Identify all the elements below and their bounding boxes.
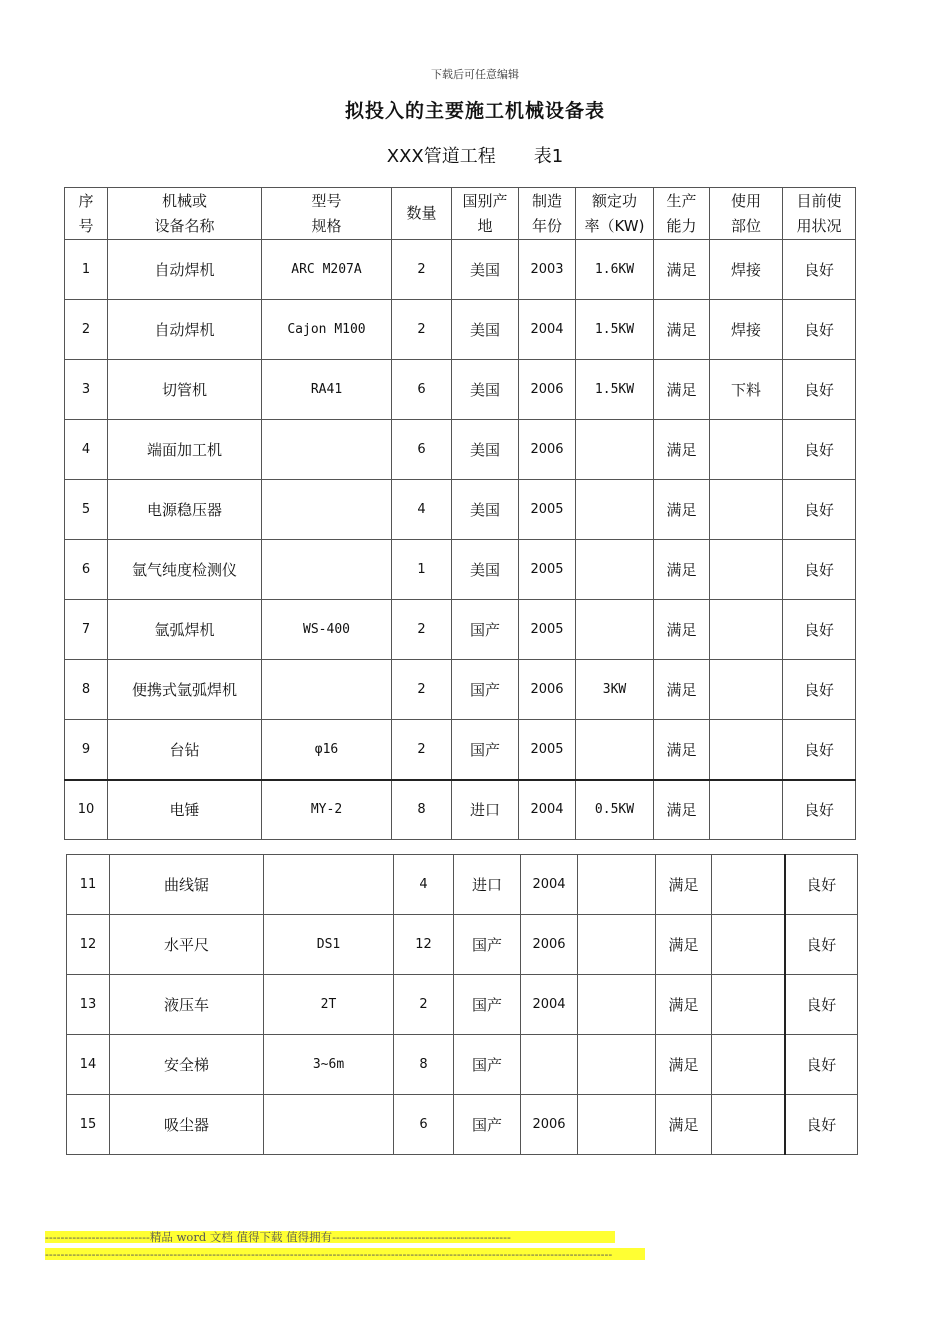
cell-year: 2005: [519, 480, 576, 540]
cell-model: [264, 855, 394, 915]
equipment-table-part-1: [64, 187, 856, 840]
column-header-power: [576, 188, 654, 240]
document-subtitle: [0, 142, 950, 168]
table-number: 表1: [533, 146, 564, 167]
cell-condition: 良好: [783, 360, 856, 420]
cell-year: 2004: [519, 780, 576, 840]
cell-power: [576, 720, 654, 780]
cell-origin: 国产: [454, 915, 521, 975]
cell-model: ARC M207A: [262, 240, 392, 300]
cell-model: Cajon M100: [262, 300, 392, 360]
cell-year: 2004: [521, 975, 578, 1035]
cell-model: MY-2: [262, 780, 392, 840]
cell-index: 15: [67, 1095, 110, 1155]
cell-name: 吸尘器: [110, 1095, 264, 1155]
cell-quantity: 6: [392, 420, 452, 480]
cell-usage: [710, 720, 783, 780]
column-header-line: 设备名称: [154, 216, 215, 235]
cell-power: [578, 1035, 656, 1095]
cell-name: 切管机: [108, 360, 262, 420]
cell-index: 4: [65, 420, 108, 480]
column-header-line: 额定功: [591, 191, 637, 210]
cell-year: 2005: [519, 720, 576, 780]
cell-index: 5: [65, 480, 108, 540]
cell-quantity: 1: [392, 540, 452, 600]
cell-model: [264, 1095, 394, 1155]
cell-capacity: 满足: [656, 1035, 712, 1095]
cell-usage: [710, 540, 783, 600]
cell-origin: 进口: [454, 855, 521, 915]
cell-quantity: 2: [392, 600, 452, 660]
cell-year: 2006: [521, 915, 578, 975]
column-header-line: 国别产: [462, 191, 508, 210]
cell-year: 2004: [519, 300, 576, 360]
cell-year: 2006: [519, 360, 576, 420]
cell-year: 2004: [521, 855, 578, 915]
column-header-model: [262, 188, 392, 240]
column-header-year: [519, 188, 576, 240]
cell-usage: [710, 480, 783, 540]
column-header-line: 生产: [666, 191, 697, 210]
cell-power: [578, 1095, 656, 1155]
cell-condition: 良好: [785, 855, 858, 915]
cell-model: [262, 660, 392, 720]
cell-power: [578, 975, 656, 1035]
cell-quantity: 2: [392, 660, 452, 720]
cell-power: 1.5KW: [576, 360, 654, 420]
table-row: [65, 300, 856, 360]
cell-year: 2006: [521, 1095, 578, 1155]
cell-usage: [712, 1035, 785, 1095]
cell-capacity: 满足: [654, 660, 710, 720]
cell-condition: 良好: [785, 975, 858, 1035]
cell-usage: [712, 975, 785, 1035]
cell-origin: 国产: [452, 660, 519, 720]
cell-capacity: 满足: [654, 720, 710, 780]
cell-name: 安全梯: [110, 1035, 264, 1095]
cell-quantity: 6: [392, 360, 452, 420]
cell-capacity: 满足: [654, 360, 710, 420]
cell-name: 水平尺: [110, 915, 264, 975]
cell-name: 便携式氩弧焊机: [108, 660, 262, 720]
table-row: [65, 420, 856, 480]
column-header-usage: [710, 188, 783, 240]
cell-condition: 良好: [785, 915, 858, 975]
cell-name: 台钻: [108, 720, 262, 780]
cell-power: [576, 480, 654, 540]
cell-origin: 国产: [454, 1035, 521, 1095]
cell-capacity: 满足: [654, 300, 710, 360]
table-row: [65, 360, 856, 420]
column-header-quantity: [392, 188, 452, 240]
cell-power: 0.5KW: [576, 780, 654, 840]
cell-name: 电锤: [108, 780, 262, 840]
table-row: [65, 540, 856, 600]
column-header-name: [108, 188, 262, 240]
cell-usage: [710, 660, 783, 720]
cell-name: 自动焊机: [108, 240, 262, 300]
cell-quantity: 2: [392, 300, 452, 360]
table-row: [67, 975, 858, 1035]
cell-origin: 美国: [452, 420, 519, 480]
table-row: [67, 1035, 858, 1095]
column-header-line: 使用: [730, 191, 761, 210]
column-header-line: 规格: [311, 216, 342, 235]
table-row: [65, 600, 856, 660]
cell-usage: 焊接: [710, 240, 783, 300]
cell-capacity: 满足: [654, 420, 710, 480]
cell-power: [578, 915, 656, 975]
table-row: [67, 855, 858, 915]
cell-model: 2T: [264, 975, 394, 1035]
cell-power: [576, 540, 654, 600]
cell-name: 氩弧焊机: [108, 600, 262, 660]
cell-usage: 焊接: [710, 300, 783, 360]
cell-usage: [712, 915, 785, 975]
cell-power: 1.6KW: [576, 240, 654, 300]
cell-origin: 美国: [452, 540, 519, 600]
cell-year: 2005: [519, 540, 576, 600]
column-header-line: 率（KW): [584, 216, 645, 235]
column-header-index: [65, 188, 108, 240]
cell-year: [521, 1035, 578, 1095]
cell-index: 11: [67, 855, 110, 915]
cell-index: 2: [65, 300, 108, 360]
cell-model: [262, 480, 392, 540]
table-row: [65, 240, 856, 300]
cell-condition: 良好: [783, 780, 856, 840]
footer-line-1: ---------------------------精品 word 文档 值得下载 值得拥有----------------------------------------------: [45, 1231, 615, 1243]
column-header-origin: [452, 188, 519, 240]
cell-origin: 美国: [452, 480, 519, 540]
cell-year: 2005: [519, 600, 576, 660]
cell-origin: 国产: [452, 600, 519, 660]
table-row: [65, 720, 856, 780]
cell-model: DS1: [264, 915, 394, 975]
cell-quantity: 6: [394, 1095, 454, 1155]
cell-quantity: 2: [392, 720, 452, 780]
cell-condition: 良好: [783, 540, 856, 600]
cell-quantity: 4: [394, 855, 454, 915]
table-header-row: [65, 188, 856, 240]
cell-index: 9: [65, 720, 108, 780]
column-header-line: 年份: [531, 216, 562, 235]
cell-model: φ16: [262, 720, 392, 780]
cell-index: 14: [67, 1035, 110, 1095]
header-note: 下载后可任意编辑: [431, 68, 519, 81]
cell-origin: 国产: [452, 720, 519, 780]
column-header-line: 地: [477, 216, 493, 235]
cell-usage: 下料: [710, 360, 783, 420]
cell-model: [262, 420, 392, 480]
cell-index: 6: [65, 540, 108, 600]
equipment-table-part-2: [66, 854, 858, 1155]
cell-model: 3~6m: [264, 1035, 394, 1095]
cell-index: 13: [67, 975, 110, 1035]
cell-power: [576, 420, 654, 480]
cell-quantity: 2: [394, 975, 454, 1035]
column-header-line: 部位: [730, 216, 761, 235]
column-header-line: 用状况: [796, 216, 842, 235]
cell-usage: [712, 855, 785, 915]
cell-name: 曲线锯: [110, 855, 264, 915]
cell-index: 10: [65, 780, 108, 840]
cell-condition: 良好: [783, 660, 856, 720]
cell-name: 自动焊机: [108, 300, 262, 360]
table-row: [65, 480, 856, 540]
cell-quantity: 4: [392, 480, 452, 540]
cell-origin: 美国: [452, 360, 519, 420]
column-header-line: 能力: [666, 216, 697, 235]
cell-power: [578, 855, 656, 915]
cell-origin: 国产: [454, 975, 521, 1035]
cell-capacity: 满足: [656, 855, 712, 915]
cell-year: 2003: [519, 240, 576, 300]
cell-quantity: 12: [394, 915, 454, 975]
column-header-line: 型号: [311, 191, 342, 210]
cell-index: 8: [65, 660, 108, 720]
cell-capacity: 满足: [654, 780, 710, 840]
cell-index: 3: [65, 360, 108, 420]
cell-condition: 良好: [783, 600, 856, 660]
column-header-line: 目前使: [796, 191, 842, 210]
table-row: [65, 780, 856, 840]
cell-usage: [710, 420, 783, 480]
cell-capacity: 满足: [656, 915, 712, 975]
document-title: 拟投入的主要施工机械设备表: [344, 100, 605, 122]
cell-capacity: 满足: [654, 240, 710, 300]
project-name: XXX管道工程: [386, 146, 496, 167]
cell-capacity: 满足: [654, 540, 710, 600]
cell-model: WS-400: [262, 600, 392, 660]
table-row: [67, 915, 858, 975]
cell-index: 7: [65, 600, 108, 660]
cell-origin: 美国: [452, 240, 519, 300]
column-header-line: 数量: [406, 204, 437, 222]
cell-condition: 良好: [783, 720, 856, 780]
cell-index: 12: [67, 915, 110, 975]
cell-year: 2006: [519, 420, 576, 480]
cell-origin: 进口: [452, 780, 519, 840]
column-header-line: 序: [78, 191, 94, 210]
cell-model: RA41: [262, 360, 392, 420]
cell-name: 氩气纯度检测仪: [108, 540, 262, 600]
cell-name: 电源稳压器: [108, 480, 262, 540]
cell-power: [576, 600, 654, 660]
cell-usage: [712, 1095, 785, 1155]
cell-quantity: 8: [392, 780, 452, 840]
column-header-capacity: [654, 188, 710, 240]
table-row: [67, 1095, 858, 1155]
cell-index: 1: [65, 240, 108, 300]
column-header-line: 机械或: [161, 191, 207, 210]
cell-condition: 良好: [783, 300, 856, 360]
cell-name: 端面加工机: [108, 420, 262, 480]
column-header-condition: [783, 188, 856, 240]
cell-usage: [710, 780, 783, 840]
cell-capacity: 满足: [654, 600, 710, 660]
column-header-line: 制造: [531, 191, 562, 210]
cell-name: 液压车: [110, 975, 264, 1035]
cell-condition: 良好: [783, 420, 856, 480]
cell-usage: [710, 600, 783, 660]
column-header-line: 号: [78, 216, 94, 235]
cell-quantity: 2: [392, 240, 452, 300]
cell-capacity: 满足: [656, 1095, 712, 1155]
cell-condition: 良好: [783, 240, 856, 300]
cell-origin: 美国: [452, 300, 519, 360]
cell-power: 3KW: [576, 660, 654, 720]
cell-model: [262, 540, 392, 600]
cell-condition: 良好: [783, 480, 856, 540]
cell-capacity: 满足: [656, 975, 712, 1035]
cell-year: 2006: [519, 660, 576, 720]
table-row: [65, 660, 856, 720]
cell-origin: 国产: [454, 1095, 521, 1155]
cell-condition: 良好: [785, 1095, 858, 1155]
cell-condition: 良好: [785, 1035, 858, 1095]
cell-capacity: 满足: [654, 480, 710, 540]
cell-quantity: 8: [394, 1035, 454, 1095]
cell-power: 1.5KW: [576, 300, 654, 360]
footer-line-2: --------------------------------------------------------------------------------------------------------------------------------------------------: [45, 1248, 645, 1260]
